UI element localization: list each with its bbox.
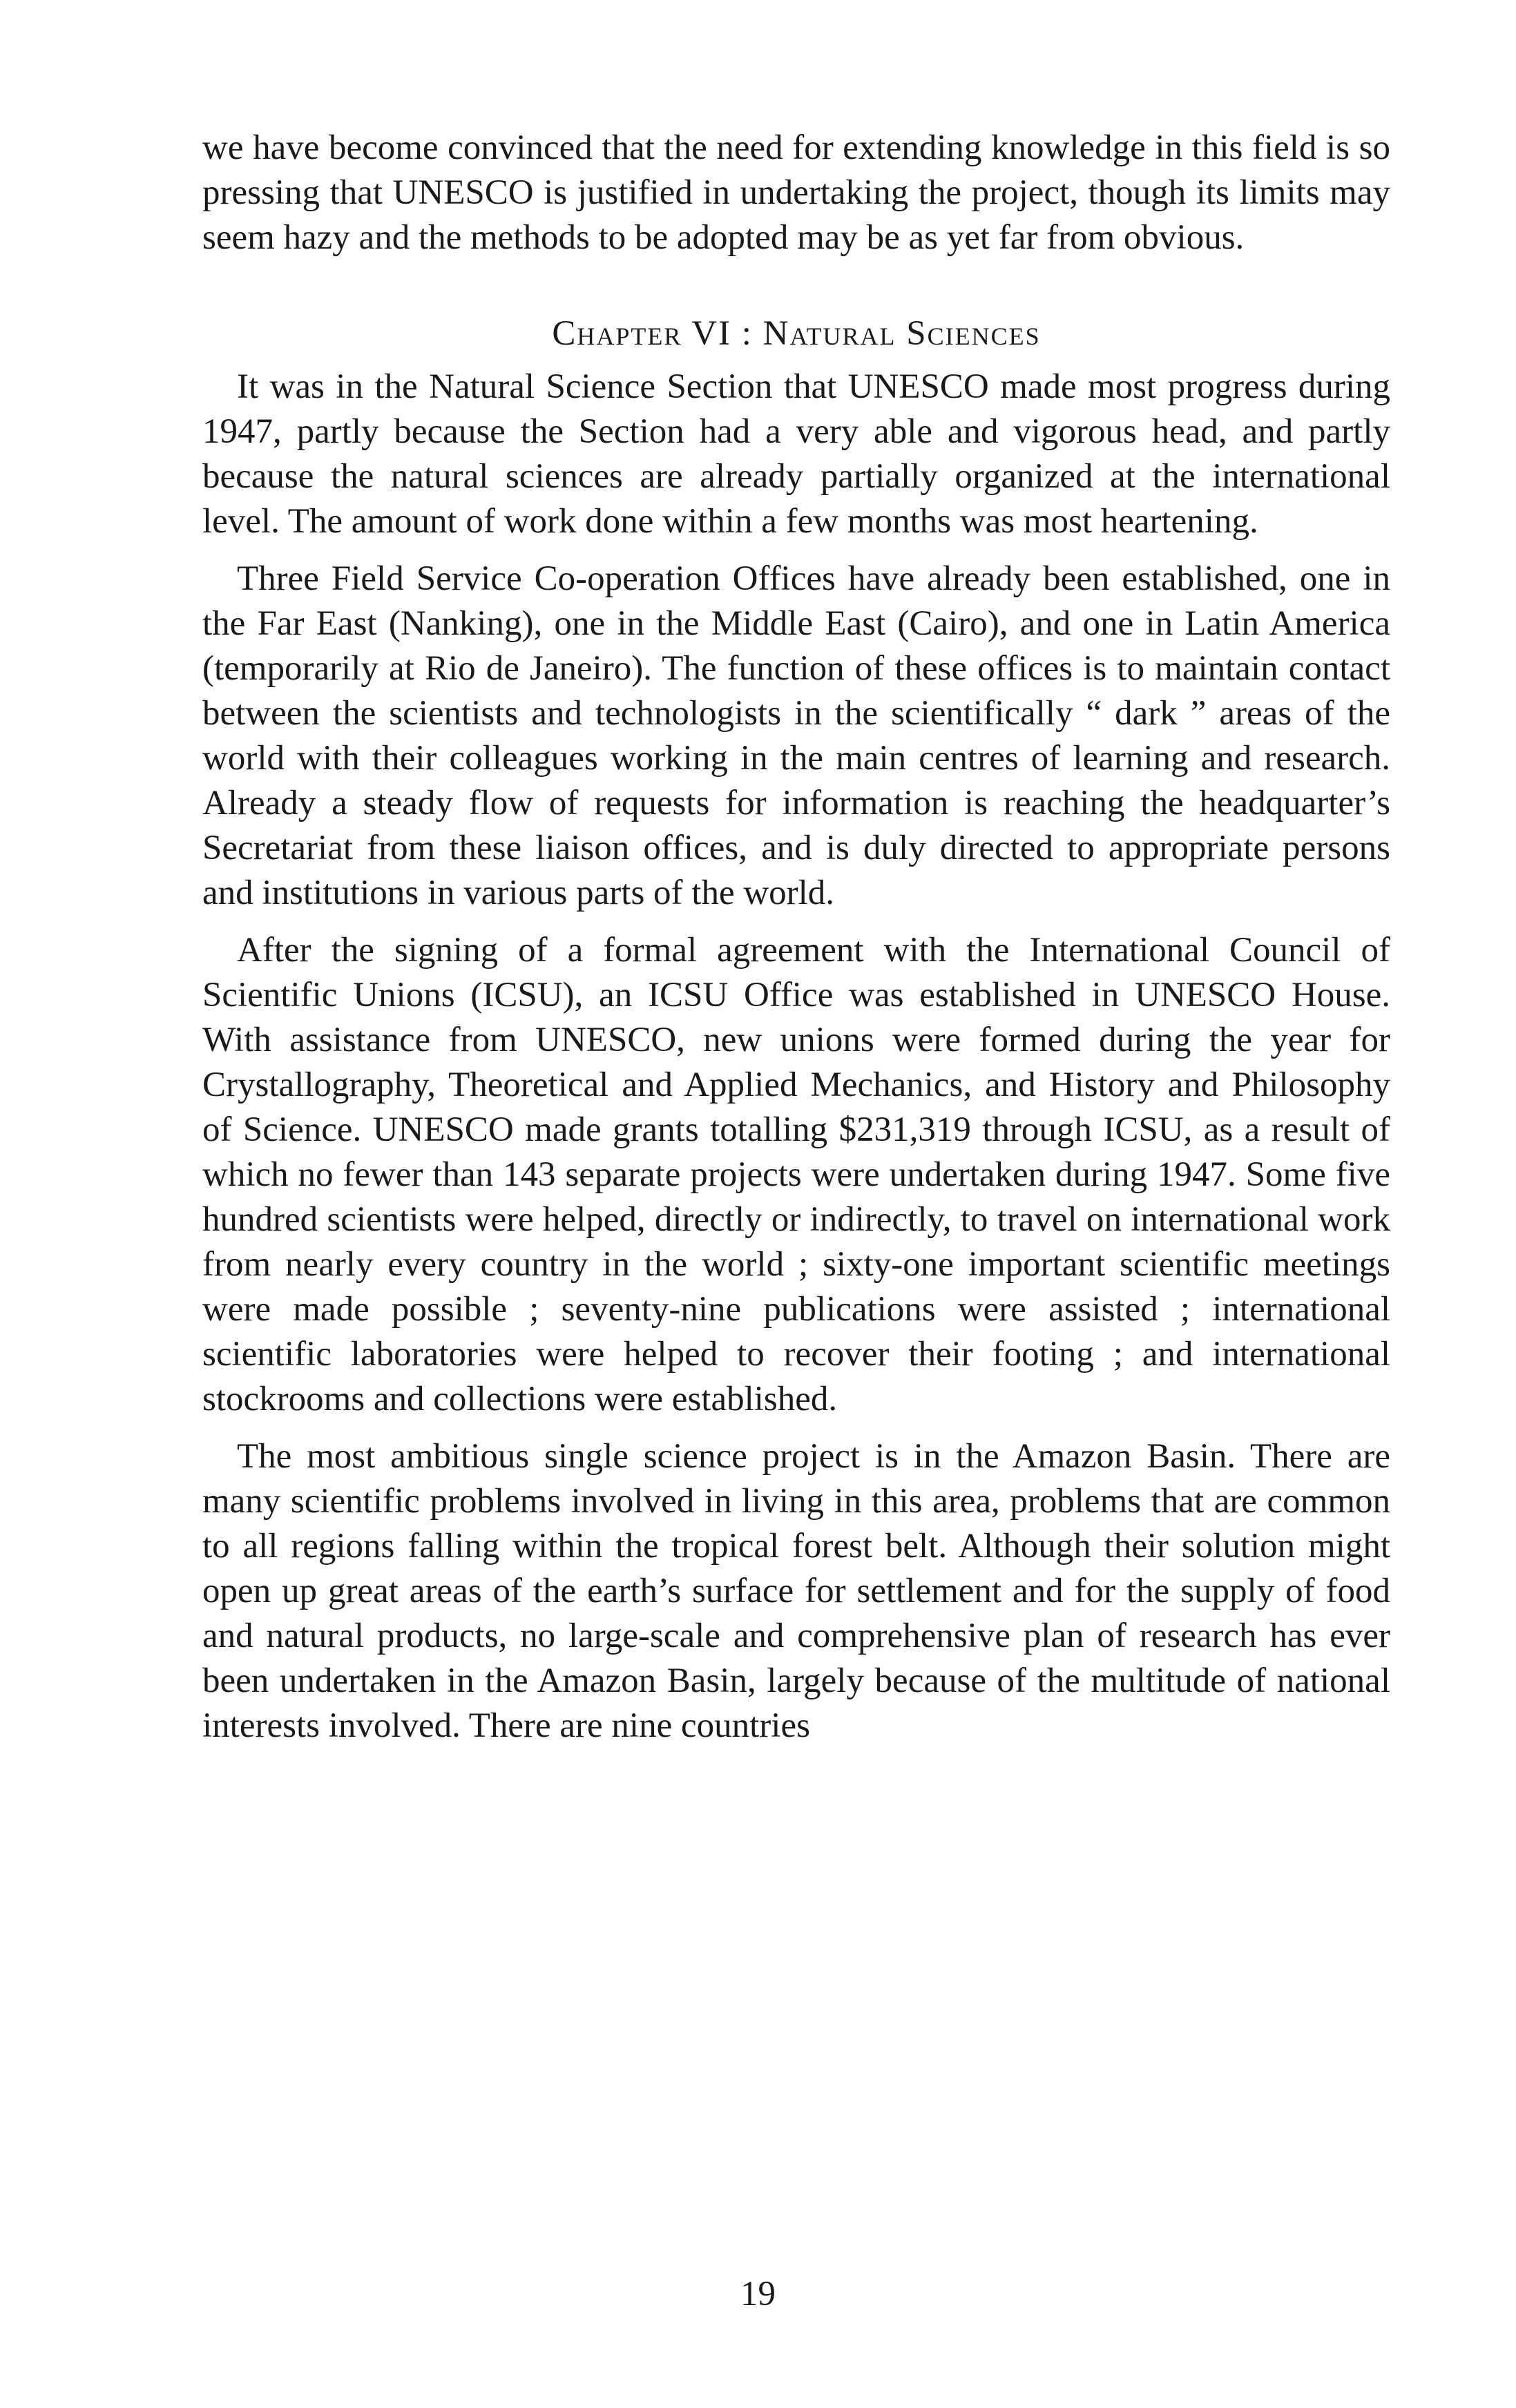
paragraph: After the signing of a formal agreement with the International Council of Scientific Unions (ICSU), an ICSU Office was established in UNESCO House. With assistance from UNESCO, new unions were formed during the year for Crystallography, Theoretical and Applied Mechanics, and History and Philosophy of Science. UNESCO made grants totalling $231,319 through ICSU, as a result of which no fewer than 143 separate projects were undertaken during 1947. Some five hundred scientists were helped, directly or indirectly, to travel on international work from nearly every country in the world ; sixty-one important scientific meetings were made possible ; seventy-nine publications were assisted ; international scientific laboratories were helped to recover their footing ; and international stockrooms and collections were established. [202, 931, 1390, 1418]
page-number: 19 [740, 2275, 776, 2313]
paragraph: Three Field Service Co-operation Offices have already been established, one in the Far East (Nanking), one in the Middle East (Cairo), and one in Latin America (temporarily at Rio de Janeiro). The function of these offices is to maintain contact between the scientists and technologists in the scientifically “ dark ” areas of the world with their colleagues working in the main centres of learning and research. Already a steady flow of requests for information is reaching the headquarter’s Secretariat from these liaison offices, and is duly directed to appropriate persons and institutions in various parts of the world. [202, 559, 1390, 912]
paragraph: The most ambitious single science project is in the Amazon Basin. There are many scientific problems involved in living in this area, problems that are common to all regions falling within the tropical forest belt. Although their solution might open up great areas of the earth’s surface for settlement and for the supply of food and natural products, no large-scale and comprehensive plan of research has ever been undertaken in the Amazon Basin, largely because of the multitude of national interests involved. There are nine countries [202, 1437, 1390, 1745]
chapter-heading: Chapter VI : Natural Sciences [552, 314, 1041, 353]
paragraph: It was in the Natural Science Section that UNESCO made most progress during 1947, partly because the Section had a very able and vigorous head, and partly because the natural sciences are already partially organized at the international level. The amount of work done within a few months was most heartening. [202, 367, 1390, 541]
paragraph-continuation: we have become convinced that the need for extending knowledge in this field is so pressing that UNESCO is justified in undertaking the project, though its limits may seem hazy and the methods to be adopted may be as yet far from obvious. [202, 128, 1390, 257]
page-body [202, 126, 1390, 1749]
